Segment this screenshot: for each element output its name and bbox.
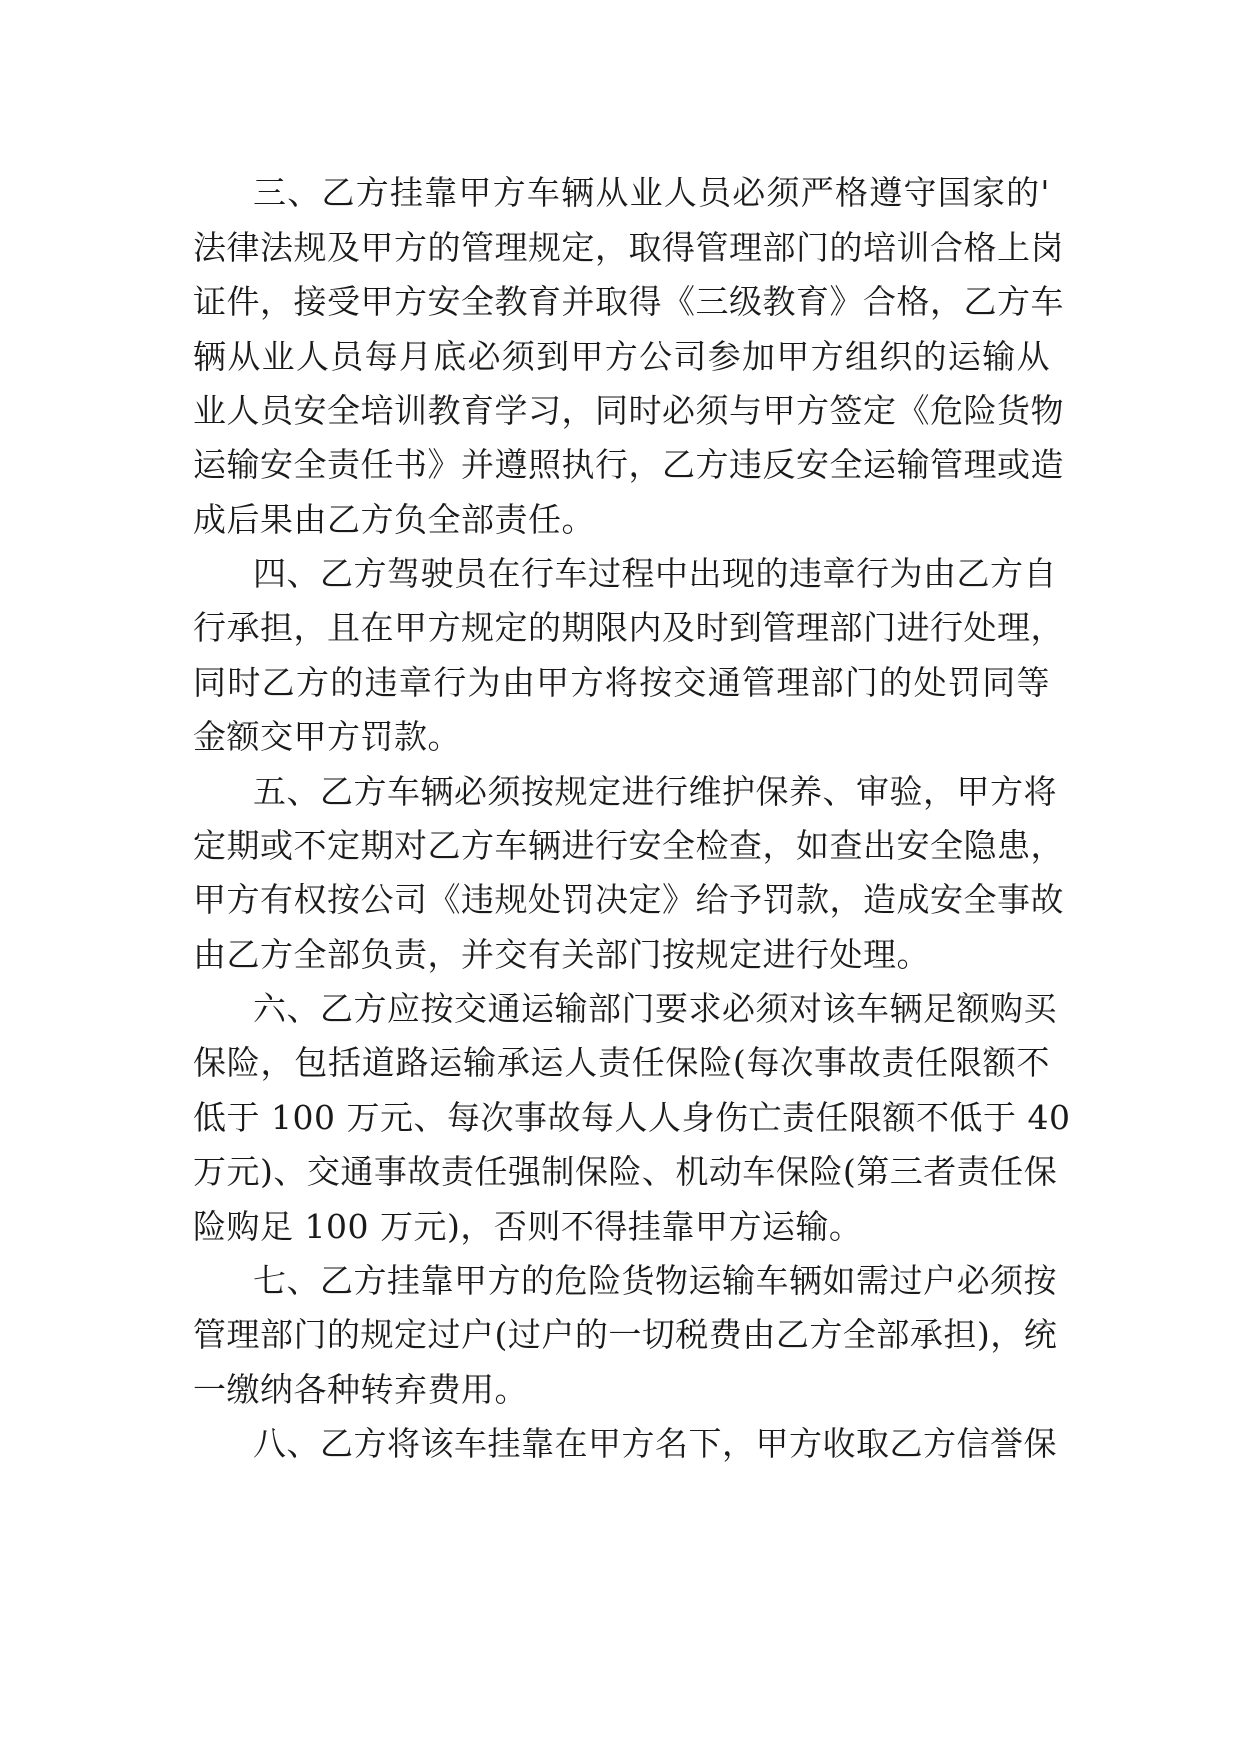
paragraph-7-line-1: 七、乙方挂靠甲方的危险货物运输车辆如需过户必须按 (253, 1261, 1057, 1300)
paragraph-5-line-4: 由乙方全部负责，并交有关部门按规定进行处理。 (193, 935, 930, 974)
paragraph-3-line-4: 辆从业人员每月底必须到甲方公司参加甲方组织的运输从 (193, 337, 1050, 376)
paragraph-4-line-4: 金额交甲方罚款。 (193, 717, 461, 756)
paragraph-8-line-1: 八、乙方将该车挂靠在甲方名下，甲方收取乙方信誉保 (253, 1424, 1057, 1463)
paragraph-6-line-5: 险购足 100 万元)，否则不得挂靠甲方运输。 (193, 1207, 863, 1246)
paragraph-6-line-3: 低于 100 万元、每次事故每人人身伤亡责任限额不低于 40 (193, 1098, 1071, 1137)
paragraph-3-line-3: 证件，接受甲方安全教育并取得《三级教育》合格，乙方车 (193, 282, 1064, 321)
paragraph-4-line-1: 四、乙方驾驶员在行车过程中出现的违章行为由乙方自 (253, 554, 1057, 593)
paragraph-3-line-7: 成后果由乙方负全部责任。 (193, 500, 595, 539)
paragraph-7-line-2: 管理部门的规定过户(过户的一切税费由乙方全部承担)，统 (193, 1315, 1058, 1354)
paragraph-5-line-3: 甲方有权按公司《违规处罚决定》给予罚款，造成安全事故 (193, 880, 1064, 919)
paragraph-3-line-6: 运输安全责任书》并遵照执行，乙方违反安全运输管理或造 (193, 445, 1064, 484)
paragraph-4-line-2: 行承担，且在甲方规定的期限内及时到管理部门进行处理， (193, 608, 1064, 647)
paragraph-5-line-2: 定期或不定期对乙方车辆进行安全检查，如查出安全隐患， (193, 826, 1064, 865)
paragraph-6-line-2: 保险，包括道路运输承运人责任保险(每次事故责任限额不 (193, 1043, 1050, 1082)
paragraph-4-line-3: 同时乙方的违章行为由甲方将按交通管理部门的处罚同等 (193, 663, 1050, 702)
paragraph-3-line-2: 法律法规及甲方的管理规定，取得管理部门的培训合格上岗 (193, 228, 1064, 267)
paragraph-5-line-1: 五、乙方车辆必须按规定进行维护保养、审验，甲方将 (253, 772, 1057, 811)
paragraph-6-line-4: 万元)、交通事故责任强制保险、机动车保险(第三者责任保 (193, 1152, 1058, 1191)
paragraph-7-line-3: 一缴纳各种转弃费用。 (193, 1370, 528, 1409)
paragraph-6-line-1: 六、乙方应按交通运输部门要求必须对该车辆足额购买 (253, 989, 1057, 1028)
paragraph-3-line-1: 三、乙方挂靠甲方车辆从业人员必须严格遵守国家的' (253, 173, 1050, 212)
paragraph-3-line-5: 业人员安全培训教育学习，同时必须与甲方签定《危险货物 (193, 391, 1064, 430)
